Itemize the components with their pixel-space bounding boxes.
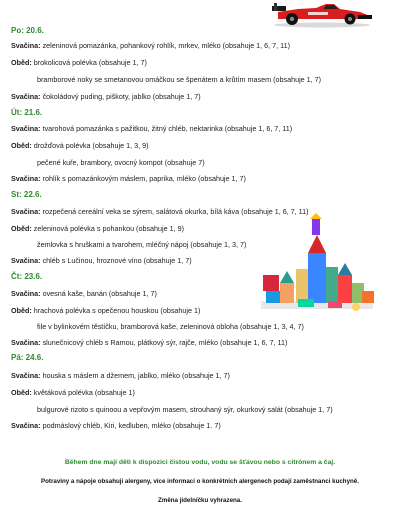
row-text: květáková polévka (obsahuje 1): [33, 388, 135, 397]
tuesday-lunch-soup: [11, 141, 148, 150]
row-key: Svačina:: [11, 338, 41, 347]
monday-lunch-soup: [11, 58, 147, 67]
thursday-lunch-main: file v bylinkovém těstíčku, bramborová kaše, zeleninová obloha (obsahuje 1, 3, 4, 7): [37, 322, 304, 331]
row-text: houska s máslem a džemem, jablko, mléko (obsahuje 1, 7): [42, 371, 230, 380]
thursday-snack-morning: [11, 289, 157, 298]
row-key: Oběd:: [11, 388, 32, 397]
row-key: Svačina:: [11, 124, 41, 133]
row-text: brokolicová polévka (obsahuje 1, 7): [33, 58, 147, 67]
day-heading-wednesday: St: 22.6.: [11, 190, 42, 199]
row-text: drožďová polévka (obsahuje 1, 3, 9): [33, 141, 149, 150]
row-key: Svačina:: [11, 92, 41, 101]
menu-change-note: Změna jídelníčku vyhrazena.: [158, 497, 242, 504]
race-car-image: [268, 0, 374, 28]
allergen-note: Potraviny a nápoje obsahují alergeny, více informací o konkrétních alergenech podají zaměstnanci kuchyně.: [41, 478, 359, 485]
wednesday-snack-morning: [11, 207, 309, 216]
thursday-lunch-soup: [11, 306, 200, 315]
row-key: Svačina:: [11, 207, 41, 216]
water-note: Během dne mají děti k dispozici čistou vodu, vodu se šťávou nebo s citrónem a čaj.: [64, 459, 336, 466]
row-key: Svačina:: [11, 421, 41, 430]
row-text: rohlík s pomazánkovým máslem, paprika, mléko (obsahuje 1, 7): [42, 174, 246, 183]
monday-snack-morning: [11, 41, 290, 50]
row-text: ovesná kaše, banán (obsahuje 1, 7): [42, 289, 157, 298]
row-key: Oběd:: [11, 306, 32, 315]
row-key: Oběd:: [11, 58, 32, 67]
row-key: Oběd:: [11, 141, 32, 150]
row-key: Svačina:: [11, 256, 41, 265]
day-heading-thursday: Čt: 23.6.: [11, 272, 43, 281]
friday-snack-afternoon: [11, 421, 221, 430]
row-text: zeleninová polévka s pohankou (obsahuje 1, 9): [33, 224, 185, 233]
friday-lunch-main: bulgurové rizoto s quinoou a vepřovým masem, strouhaný sýr, okurkový salát (obsahuje 1, 7): [37, 405, 333, 414]
row-text: chléb s Lučinou, hroznové víno (obsahuje 1, 7): [42, 256, 192, 265]
day-heading-friday: Pá: 24.6.: [11, 353, 44, 362]
row-key: Svačina:: [11, 371, 41, 380]
tuesday-snack-afternoon: [11, 174, 246, 183]
thursday-snack-afternoon: [11, 338, 287, 347]
row-key: Svačina:: [11, 289, 41, 298]
wednesday-lunch-main: žemlovka s hruškami a tvarohem, mléčný nápoj (obsahuje 1, 3, 7): [37, 240, 247, 249]
row-text: rozpečená cereální veka se sýrem, salátová okurka, bílá káva (obsahuje 1, 6, 7, 11): [42, 207, 309, 216]
friday-snack-morning: [11, 371, 230, 380]
row-text: zeleninová pomazánka, pohankový rohlík, mrkev, mléko (obsahuje 1, 6, 7, 11): [42, 41, 291, 50]
tuesday-snack-morning: [11, 124, 292, 133]
toy-blocks-image: [258, 213, 376, 315]
row-text: hrachová polévka s opečenou houskou (obsahuje 1): [33, 306, 201, 315]
friday-lunch-soup: [11, 388, 135, 397]
wednesday-lunch-soup: [11, 224, 184, 233]
wednesday-snack-afternoon: [11, 256, 192, 265]
monday-lunch-main: bramborové noky se smetanovou omáčkou se špenátem a krůtím masem (obsahuje 1, 7): [37, 75, 322, 84]
tuesday-lunch-main: pečené kuře, brambory, ovocný kompot (obsahuje 7): [37, 158, 205, 167]
row-text: čokoládový puding, piškoty, jablko (obsahuje 1, 7): [42, 92, 201, 101]
row-key: Svačina:: [11, 41, 41, 50]
row-text: tvarohová pomazánka s pažitkou, žitný chléb, nektarinka (obsahuje 1, 6, 7, 11): [42, 124, 293, 133]
day-heading-monday: Po: 20.6.: [11, 26, 44, 35]
row-text: podmáslový chléb, Kiri, kedluben, mléko (obsahuje 1. 7): [42, 421, 221, 430]
monday-snack-afternoon: [11, 92, 201, 101]
day-heading-tuesday: Út: 21.6.: [11, 108, 43, 117]
row-key: Svačina:: [11, 174, 41, 183]
row-text: slunečnicový chléb s Ramou, plátkový sýr, rajče, mléko (obsahuje 1, 6, 7, 11): [42, 338, 288, 347]
row-key: Oběd:: [11, 224, 32, 233]
